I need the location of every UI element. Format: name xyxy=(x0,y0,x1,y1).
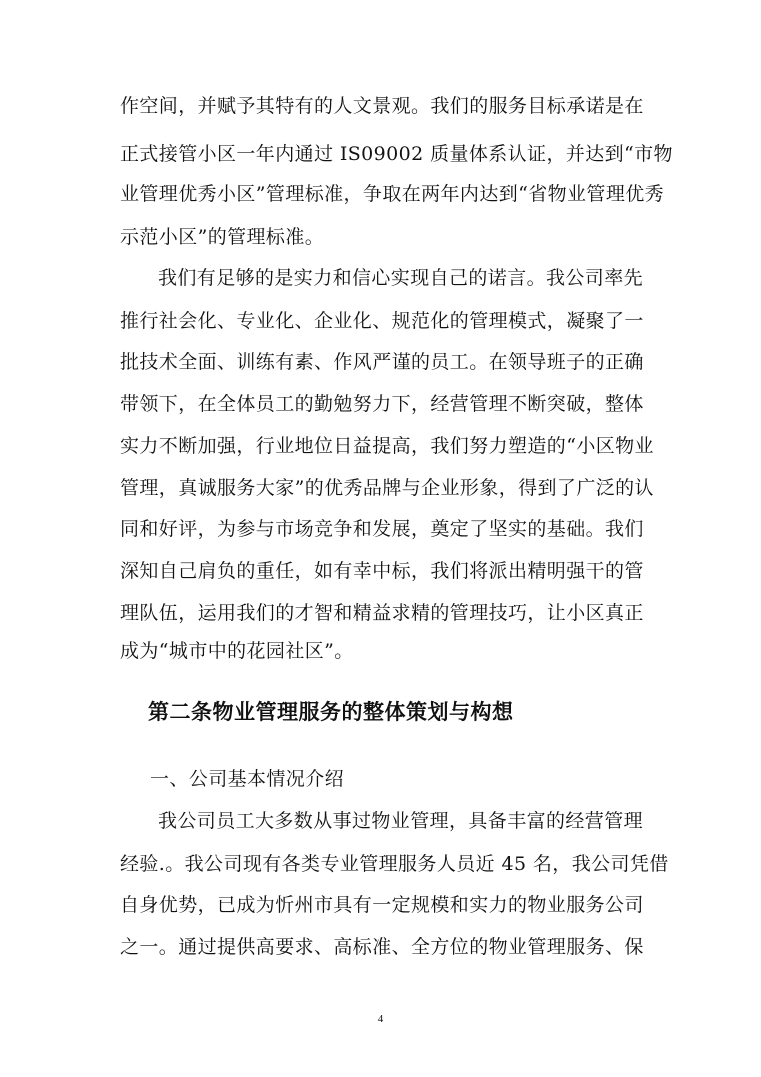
paragraph-line: 实力不断加强，行业地位日益提高，我们努力塑造的“小区物业 xyxy=(120,435,654,457)
paragraph-line: 批技术全面、训练有素、作风严谨的员工。在领导班子的正确 xyxy=(120,351,644,373)
paragraph-line: 推行社会化、专业化、企业化、规范化的管理模式，凝聚了一 xyxy=(120,310,644,332)
paragraph-line: 经验.。我公司现有各类专业管理服务人员近 45 名，我公司凭借 xyxy=(120,853,669,875)
paragraph-line: 正式接管小区一年内通过 IS09002 质量体系认证，并达到“市物 xyxy=(120,143,673,165)
paragraph-line: 我公司员工大多数从事过物业管理，具备丰富的经营管理 xyxy=(158,810,644,832)
paragraph-line: 自身优势，已成为忻州市具有一定规模和实力的物业服务公司 xyxy=(120,894,644,916)
paragraph-line: 作空间，并赋予其特有的人文景观。我们的服务目标承诺是在 xyxy=(120,95,644,117)
paragraph-line: 成为“城市中的花园社区”。 xyxy=(120,640,354,662)
paragraph-line: 深知自己肩负的重任，如有幸中标，我们将派出精明强干的管 xyxy=(120,560,644,582)
paragraph-line: 之一。通过提供高要求、高标准、全方位的物业管理服务、保 xyxy=(120,936,644,958)
paragraph-line: 业管理优秀小区”管理标准，争取在两年内达到“省物业管理优秀 xyxy=(120,183,665,205)
page-number: 4 xyxy=(377,1013,384,1025)
paragraph-line: 同和好评，为参与市场竞争和发展，奠定了坚实的基础。我们 xyxy=(120,518,644,540)
paragraph-line: 理队伍，运用我们的才智和精益求精的管理技巧，让小区真正 xyxy=(120,602,644,624)
subsection-heading: 一、公司基本情况介绍 xyxy=(150,768,345,790)
paragraph-line: 示范小区”的管理标准。 xyxy=(120,226,325,248)
section-heading: 第二条物业管理服务的整体策划与构想 xyxy=(148,700,514,724)
paragraph-line: 管理，真诚服务大家”的优秀品牌与企业形象，得到了广泛的认 xyxy=(120,477,654,499)
paragraph-line: 我们有足够的是实力和信心实现自己的诺言。我公司率先 xyxy=(158,267,644,289)
paragraph-line: 带领下，在全体员工的勤勉努力下，经营管理不断突破，整体 xyxy=(120,393,644,415)
